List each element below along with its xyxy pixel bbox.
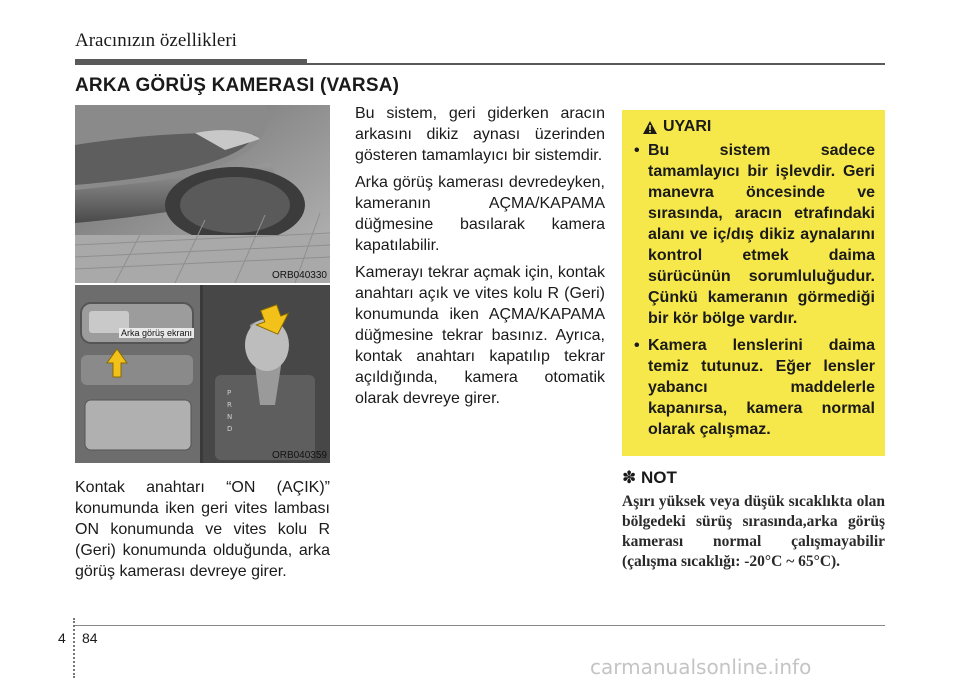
middle-column: [355, 103, 605, 415]
screen-label: Arka görüş ekranı: [121, 328, 193, 338]
mirror-gear-illustration: [75, 285, 330, 463]
car-rear-illustration: [75, 105, 330, 283]
warning-header: [642, 118, 875, 136]
warning-title: UYARI: [663, 118, 712, 135]
note-text: Aşırı yüksek veya düşük sıcaklıkta olan bölgedeki sürüş sırasında,arka görüş kamerası normal çalışmayabilir (çalışma sıcaklığı: -20°C ~ 65°C).: [622, 493, 885, 570]
note-title: ✽ NOT: [622, 468, 677, 487]
header-rule-thin: [307, 63, 885, 65]
svg-text:P: P: [227, 389, 232, 397]
mirror-gear-photo: [75, 285, 330, 463]
warning-item: • Kamera lenslerini daima temiz tutunuz. Eğer lensler yabancı maddelerle kapanırsa, kamera normal olarak çalışmaz.: [634, 335, 875, 440]
page-number: 84: [82, 630, 98, 646]
middle-paragraph-1: Bu sistem, geri giderken aracın arkasını dikiz aynası üzerinden gösteren tamamlayıcı bir sistemdir.: [355, 105, 605, 164]
chapter-number: 4: [58, 630, 66, 646]
warning-box: [622, 110, 885, 456]
footer-divider: [73, 618, 75, 678]
running-header: Aracınızın özellikleri: [75, 30, 237, 51]
section-title: ARKA GÖRÜŞ KAMERASI (VARSA): [75, 75, 400, 96]
image-code-top: ORB040330: [271, 270, 327, 281]
warning-triangle-icon: [642, 120, 658, 135]
svg-text:N: N: [227, 413, 233, 421]
watermark: carmanualsonline.info: [590, 655, 812, 679]
middle-paragraph-2: Arka görüş kamerası devredeyken, kameranın AÇMA/KAPAMA düğmesine basılarak kamera kapatılabilir.: [355, 174, 605, 254]
warning-list: [634, 140, 875, 440]
footer-rule: [75, 625, 885, 626]
left-paragraph: Kontak anahtarı “ON (AÇIK)” konumunda iken geri vites lambası ON konumunda ve vites kolu R (Geri) konumunda olduğunda, arka görüş kamerası devreye girer.: [75, 479, 330, 580]
header-rule-thick: [75, 59, 307, 65]
car-rear-photo: [75, 105, 330, 283]
svg-text:R: R: [227, 401, 232, 409]
warning-item: • Bu sistem sadece tamamlayıcı bir işlevdir. Geri manevra öncesinde ve sırasında, aracın etrafındaki alanı ve iç/dış dikiz aynalarını kontrol etmek daima sürücünün sorumluluğudur. Çünkü kameranın görmediği bir kör bölge vardır.: [634, 140, 875, 329]
svg-text:D: D: [227, 425, 233, 433]
image-code-bottom: ORB040359: [271, 450, 327, 461]
middle-paragraph-3: Kamerayı tekrar açmak için, kontak anahtarı açık ve vites kolu R (Geri) konumunda iken AÇMA/KAPAMA düğmesine tekrar basınız. Ayrıca, kontak anahtarı kapatılıp tekrar açıldığında, kamera otomatik olarak devreye girer.: [355, 264, 605, 407]
